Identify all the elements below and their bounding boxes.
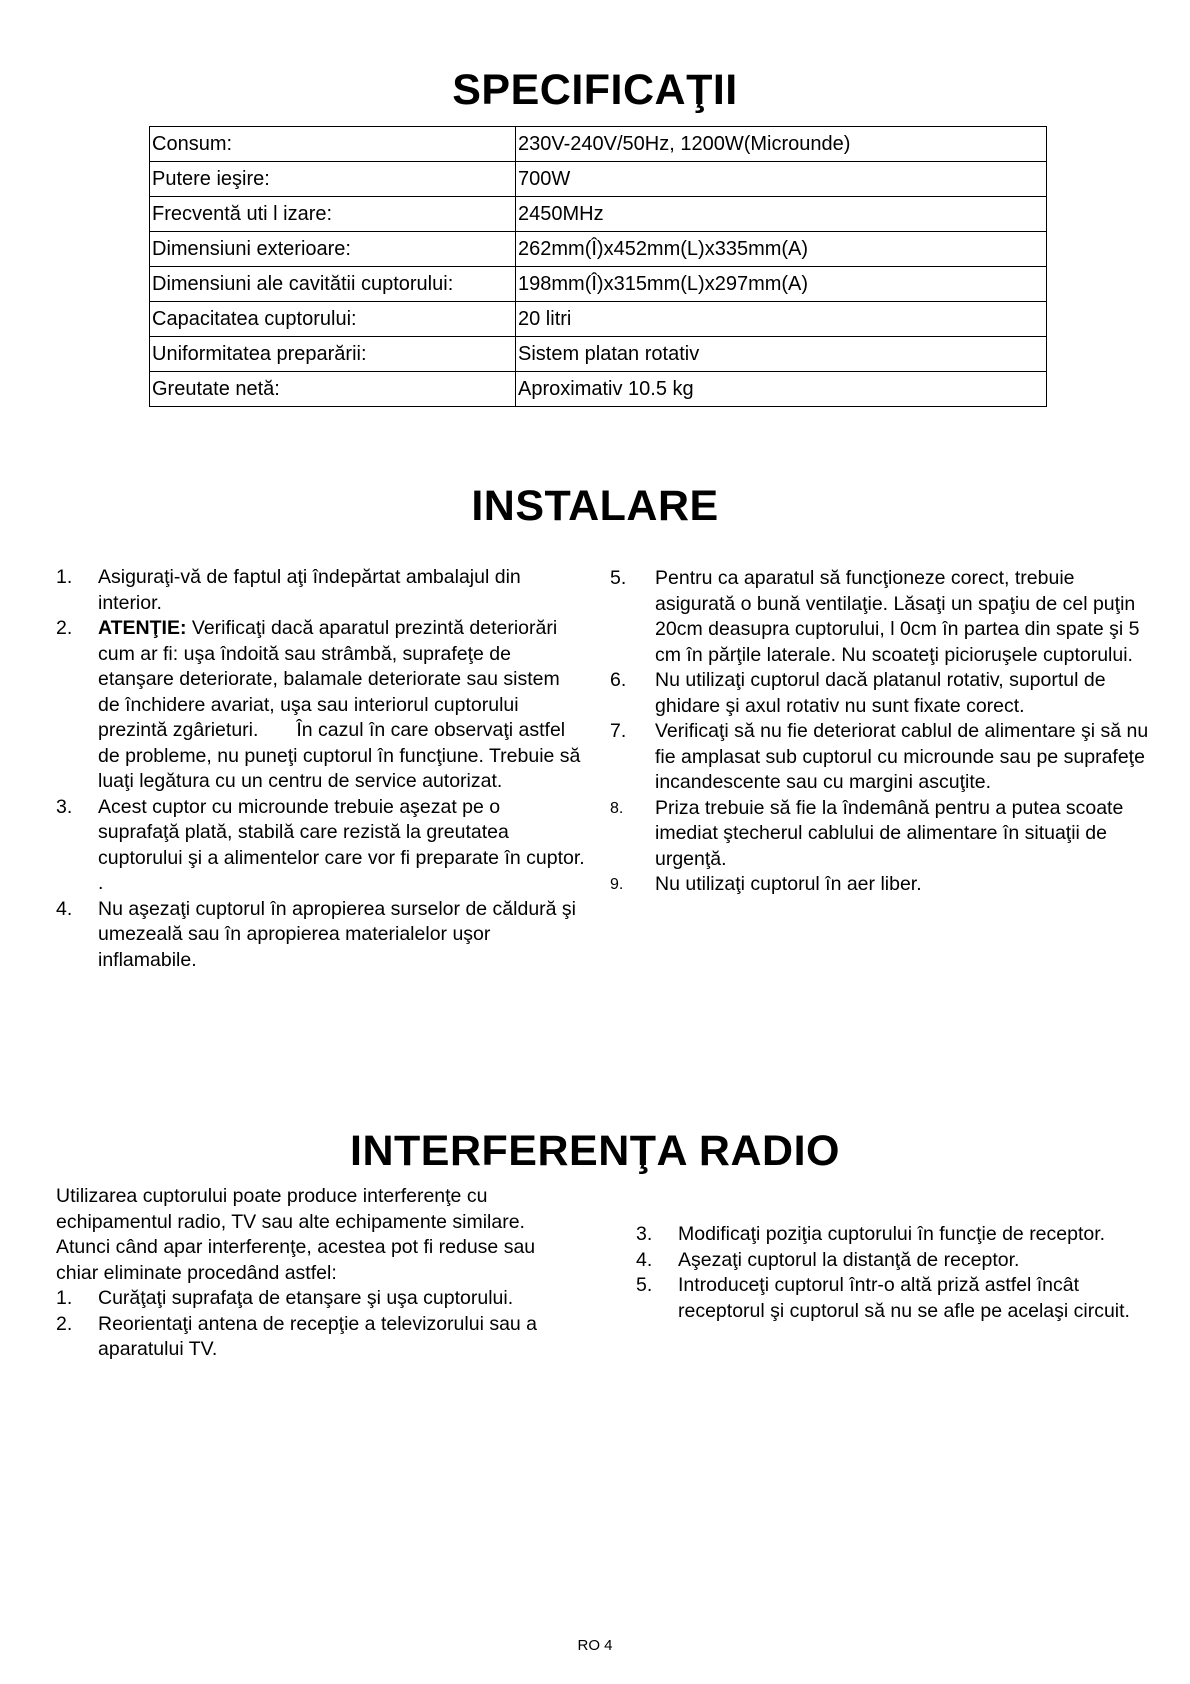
spec-value: 20 litri [516, 302, 1047, 337]
item-number: 5. [636, 1274, 653, 1296]
list-item [56, 1312, 576, 1363]
list-item [56, 897, 586, 974]
item-number: 7. [610, 720, 627, 742]
item-number: 9. [610, 876, 624, 893]
radio-left-column [56, 1184, 576, 1363]
spec-key: Dimensiuni exterioare: [150, 232, 516, 267]
item-text: Aşezaţi cuptorul la distanţă de receptor. [678, 1248, 1020, 1271]
list-item [56, 616, 586, 795]
item-text: Acest cuptor cu microunde trebuie aşezat pe o suprafaţă plată, stabilă care rezistă la greutatea cuptorului şi a alimentelor care vor fi preparate în cuptor. . [98, 795, 612, 894]
table-row [150, 197, 1047, 232]
item-text: Pentru ca aparatul să funcţioneze corect, trebuie asigurată o bună ventilaţie. Lăsaţi un spaţiu de cel puţin 20cm deasupra cuptorului, l 0cm în partea din spate şi 5 cm în părţile laterale. Nu scoateţi picioruşele cuptorului. [655, 567, 1140, 666]
item-number: 2. [56, 617, 73, 639]
item-number: 3. [56, 795, 73, 818]
spec-value: 2450MHz [516, 197, 1047, 232]
table-row [150, 127, 1047, 162]
item-text: Modificaţi poziţia cuptorului în funcţie de receptor. [678, 1223, 1106, 1245]
item-text: Introduceţi cuptorul într-o altă priză astfel încât receptorul şi cuptorul să nu se afle pe acelaşi circuit. [678, 1274, 1130, 1322]
spec-value: 198mm(Î)x315mm(L)x297mm(A) [516, 267, 1047, 302]
list-item [636, 1222, 1156, 1248]
page-number: RO 4 [577, 1637, 613, 1654]
item-text: Asiguraţi-vă de faptul aţi îndepărtat ambalajul din interior. [98, 566, 521, 614]
spec-key: Greutate netă: [150, 372, 516, 407]
radio-intro-2: Atunci când apar interferenţe, acestea pot fi reduse sau chiar eliminate procedând astfel: [56, 1236, 536, 1284]
spec-value: Sistem platan rotativ [516, 337, 1047, 372]
spec-key: Capacitatea cuptorului: [150, 302, 516, 337]
item-number: 4. [56, 897, 73, 920]
spec-title: SPECIFICAŢII [452, 66, 738, 114]
spec-key: Uniformitatea preparării: [150, 337, 516, 372]
item-text: Nu aşezaţi cuptorul în apropierea surselor de căldură şi umezeală sau în apropierea materialelor uşor inflamabile. [98, 897, 577, 971]
table-row [150, 232, 1047, 267]
spec-value: 262mm(Î)x452mm(L)x335mm(A) [516, 232, 1047, 267]
item-text: Nu utilizaţi cuptorul dacă platanul rotativ, suportul de ghidare şi axul rotativ nu sunt fixate corect. [655, 669, 1106, 717]
list-item [636, 1273, 1156, 1324]
item-number: 1. [56, 1287, 73, 1309]
item-number: 6. [610, 669, 627, 691]
spec-value: 700W [516, 162, 1047, 197]
warning-label: ATENŢIE: [98, 617, 187, 639]
item-number: 5. [610, 567, 627, 589]
list-item [610, 668, 1150, 719]
spec-key: Consum: [150, 127, 516, 162]
list-item [610, 872, 1150, 898]
install-title: INSTALARE [471, 482, 719, 530]
table-row [150, 302, 1047, 337]
table-row [150, 267, 1047, 302]
radio-title: INTERFERENŢA RADIO [350, 1127, 840, 1175]
table-row [150, 337, 1047, 372]
install-list-left [56, 565, 612, 973]
spec-key: Putere ieşire: [150, 162, 516, 197]
item-text: Verificaţi dacă aparatul prezintă deteriorări cum ar fi: uşa îndoită sau strâmbă, suprafeţe de etanşare deteriorate, balamale deteriorate sau sistem de închidere avariat, uşa sau interiorul cuptorului prezintă zgârieturi. În cazul în care observaţi astfel de probleme, nu puneţi cuptorul în funcţiune. Trebuie să luaţi legătura cu un centru de service autorizat. [98, 617, 586, 792]
spec-key: Dimensiuni ale cavitătii cuptorului: [150, 267, 516, 302]
list-item [56, 795, 612, 897]
table-row [150, 162, 1047, 197]
list-item [610, 566, 1150, 668]
item-text: Reorientaţi antena de recepţie a televizorului sau a aparatului TV. [98, 1312, 538, 1360]
radio-right-column [636, 1222, 1156, 1324]
item-number: 8. [610, 799, 624, 817]
list-item [56, 565, 586, 616]
item-number: 4. [636, 1248, 653, 1271]
item-text: Curăţaţi suprafaţa de etanşare şi uşa cuptorului. [98, 1287, 514, 1309]
list-item [610, 796, 1150, 873]
spec-key: Frecventă uti l izare: [150, 197, 516, 232]
item-number: 1. [56, 566, 73, 588]
item-text: Nu utilizaţi cuptorul în aer liber. [655, 873, 922, 895]
list-item [610, 719, 1150, 796]
spec-table [149, 126, 1047, 407]
list-item [56, 1286, 576, 1312]
spec-value: 230V-240V/50Hz, 1200W(Microunde) [516, 127, 1047, 162]
item-number: 2. [56, 1312, 73, 1335]
radio-intro-1: Utilizarea cuptorului poate produce interferenţe cu echipamentul radio, TV sau alte echipamente similare. [56, 1185, 525, 1233]
list-item [636, 1248, 1156, 1274]
item-text: Verificaţi să nu fie deteriorat cablul de alimentare şi să nu fie amplasat sub cuptorul cu microunde sau pe suprafeţe incandescente sau cu margini ascuţite. [655, 720, 1149, 793]
table-row [150, 372, 1047, 407]
install-list-right [610, 566, 1150, 898]
item-number: 3. [636, 1223, 653, 1245]
spec-value: Aproximativ 10.5 kg [516, 372, 1047, 407]
item-text: Priza trebuie să fie la îndemână pentru a putea scoate imediat ştecherul cablului de alimentare în situaţii de urgenţă. [655, 796, 1124, 870]
